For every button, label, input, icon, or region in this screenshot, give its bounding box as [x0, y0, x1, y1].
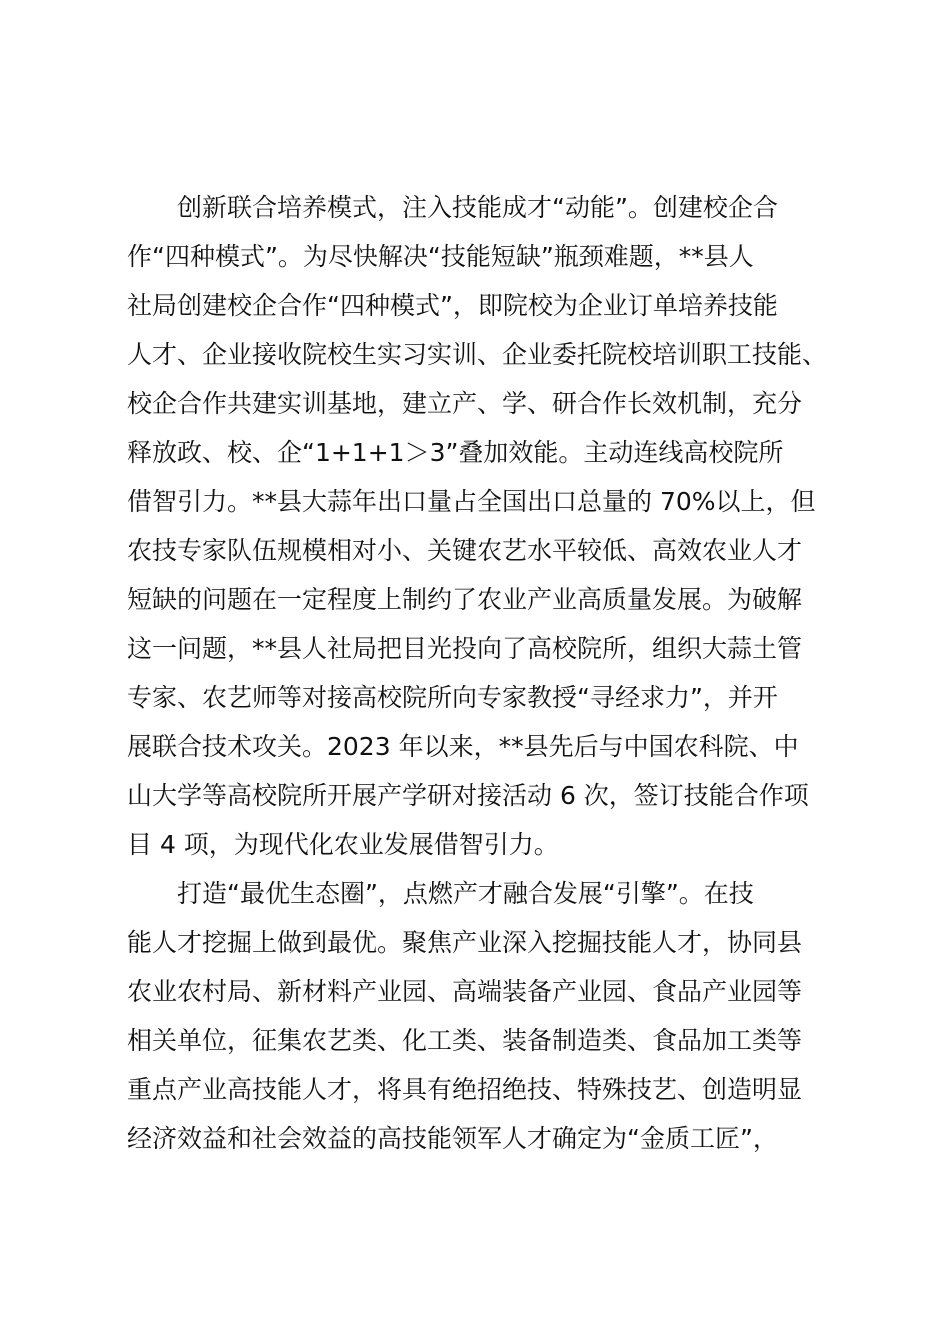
- text-line: 能人才挖掘上做到最优。聚焦产业深入挖掘技能人才，协同县: [127, 928, 803, 957]
- text-line: 释放政、校、企“1+1+1＞3”叠加效能。主动连线高校院所: [127, 438, 784, 467]
- text-line: 重点产业高技能人才，将具有绝招绝技、特殊技艺、创造明显: [127, 1075, 803, 1104]
- text-line: 借智引力。**县大蒜年出口量占全国出口总量的 70%以上，但: [127, 487, 816, 516]
- text-line: 社局创建校企合作“四种模式”，即院校为企业订单培养技能: [127, 291, 778, 320]
- text-line: 作“四种模式”。为尽快解决“技能短缺”瓶颈难题，**县人: [127, 242, 754, 271]
- text-line: 创新联合培养模式，注入技能成才“动能”。创建校企合: [127, 193, 778, 222]
- text-line: 展联合技术攻关。2023 年以来，**县先后与中国农科院、中: [127, 732, 799, 761]
- document-body: [127, 183, 839, 1163]
- text-line: 山大学等高校院所开展产学研对接活动 6 次，签订技能合作项: [127, 781, 809, 810]
- paragraph-1: [127, 183, 839, 869]
- text-line: 校企合作共建实训基地，建立产、学、研合作长效机制，充分: [127, 389, 803, 418]
- text-line: 这一问题，**县人社局把目光投向了高校院所，组织大蒜土管: [127, 634, 803, 663]
- text-line: 人才、企业接收院校生实习实训、企业委托院校培训职工技能、: [127, 340, 828, 369]
- text-line: 经济效益和社会效益的高技能领军人才确定为“金质工匠”，: [127, 1124, 778, 1153]
- text-line: 专家、农艺师等对接高校院所向专家教授“寻经求力”，并开: [127, 683, 778, 712]
- text-line: 农业农村局、新材料产业园、高端装备产业园、食品产业园等: [127, 977, 803, 1006]
- text-line: 目 4 项，为现代化农业发展借智引力。: [127, 830, 559, 859]
- paragraph-2: [127, 869, 839, 1163]
- text-line: 短缺的问题在一定程度上制约了农业产业高质量发展。为破解: [127, 585, 803, 614]
- text-line: 打造“最优生态圈”，点燃产才融合发展“引擎”。在技: [127, 879, 754, 908]
- text-line: 农技专家队伍规模相对小、关键农艺水平较低、高效农业人才: [127, 536, 803, 565]
- text-line: 相关单位，征集农艺类、化工类、装备制造类、食品加工类等: [127, 1026, 803, 1055]
